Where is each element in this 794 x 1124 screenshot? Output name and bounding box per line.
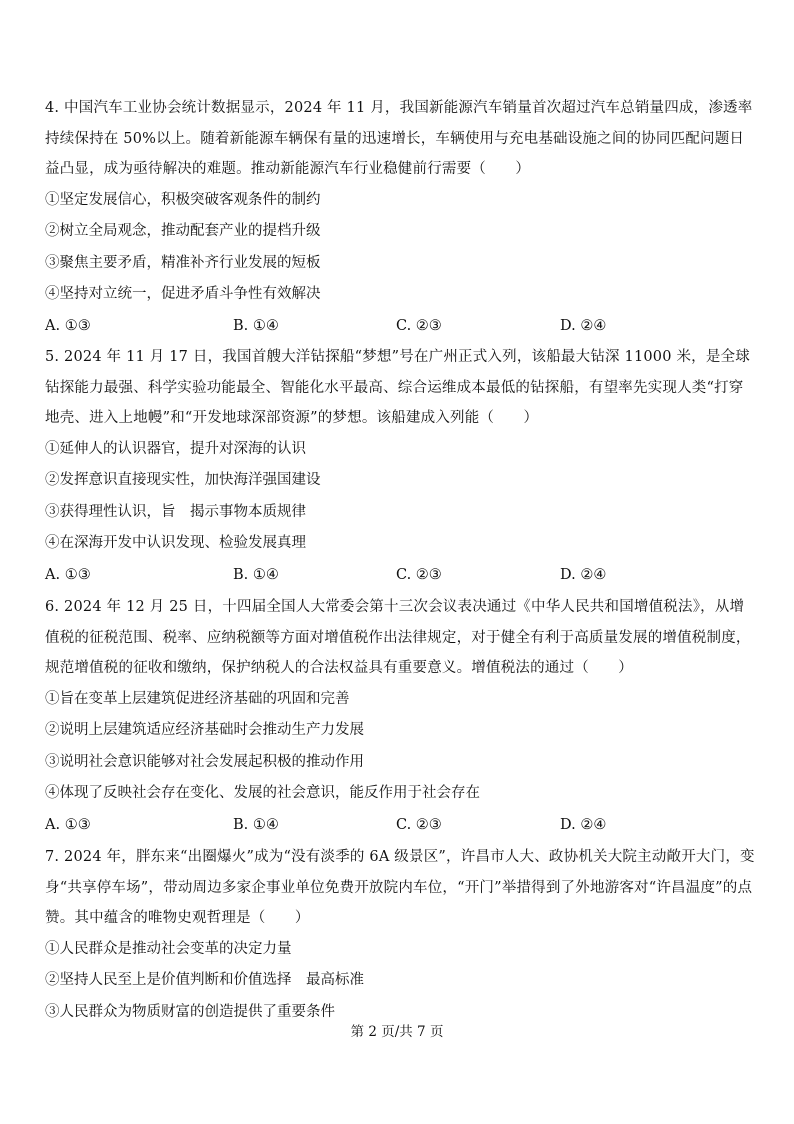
- choice-b: B. ①④: [233, 566, 279, 583]
- option-1: ①坚定发展信心，积极突破客观条件的制约: [45, 191, 321, 208]
- question-4: [45, 93, 757, 342]
- question-7: [45, 842, 757, 1028]
- choice-c: C. ②③: [396, 566, 442, 583]
- option-1: ①人民群众是推动社会变革的决定力量: [45, 940, 292, 957]
- option-1: ①延伸人的认识器官，提升对深海的认识: [45, 440, 306, 457]
- choice-b: B. ①④: [233, 816, 279, 833]
- question-5: [45, 342, 757, 591]
- question-stem: 4. 中国汽车工业协会统计数据显示，2024 年 11 月，我国新能源汽车销量首次超过汽车总销量四成，渗透率持续保持在 50%以上。随着新能源车辆保有量的迅速增长，车辆使用与充电基础设施之间的协同匹配问题日益凸显，成为亟待解决的难题。推动新能源汽车行业稳健前行需要（ ）: [45, 100, 753, 177]
- option-2: ②发挥意识直接现实性，加快海洋强国建设: [45, 472, 321, 488]
- option-3: ③人民群众为物质财富的创造提供了重要条件: [45, 1003, 335, 1020]
- question-stem: 6. 2024 年 12 月 25 日，十四届全国人大常委会第十三次会议表决通过《中华人民共和国增值税法》，从增值税的征税范围、税率、应纳税额等方面对增值税作出法律规定，对于健全有利于高质量发展的增值税制度，规范增值税的征收和缴纳，保护纳税人的合法权益具有重要意义。增值税法的通过（ ）: [45, 599, 751, 676]
- choice-d: D. ②④: [560, 317, 607, 334]
- question-6: [45, 592, 757, 841]
- choice-a: A. ①③: [45, 566, 91, 583]
- option-1: ①旨在变革上层建筑促进经济基础的巩固和完善: [45, 690, 350, 707]
- choice-d: D. ②④: [560, 566, 607, 583]
- choice-b: B. ①④: [233, 317, 279, 334]
- option-3: ③获得理性认识，旨 揭示事物本质规律: [45, 503, 306, 520]
- answer-choices: [45, 560, 757, 591]
- option-4: ④坚持对立统一，促进矛盾斗争性有效解决: [45, 286, 321, 302]
- question-stem: 7. 2024 年，胖东来“出圈爆火”成为“没有淡季的 6A 级景区”，许昌市人大、政协机关大院主动敞开大门，变身“共享停车场”，带动周边多家企事业单位免费开放院内车位，“开门”举措得到了外地游客对“许昌温度”的点赞。其中蕴含的唯物史观哲理是（ ）: [45, 849, 755, 926]
- choice-c: C. ②③: [396, 816, 442, 833]
- answer-choices: [45, 311, 757, 342]
- choice-a: A. ①③: [45, 317, 91, 334]
- choice-c: C. ②③: [396, 317, 442, 334]
- choice-a: A. ①③: [45, 816, 91, 833]
- page-footer: 第 2 页/共 7 页: [350, 1024, 444, 1040]
- option-2: ②说明上层建筑适应经济基础时会推动生产力发展: [45, 722, 364, 738]
- question-stem: 5. 2024 年 11 月 17 日，我国首艘大洋钻探船“梦想”号在广州正式入列，该船最大钻深 11000 米，是全球钻探能力最强、科学实验功能最全、智能化水平最高、综合运维成本最低的钻探船，有望率先实现人类“打穿地壳、进入上地幔”和“开发地球深部资源”的梦想。该船建成入列能（ ）: [45, 349, 750, 426]
- option-2: ②树立全局观念，推动配套产业的提档升级: [45, 223, 321, 239]
- option-4: ④在深海开发中认识发现、检验发展真理: [45, 535, 306, 551]
- answer-choices: [45, 810, 757, 841]
- option-3: ③说明社会意识能够对社会发展起积极的推动作用: [45, 753, 364, 770]
- option-3: ③聚焦主要矛盾，精准补齐行业发展的短板: [45, 254, 321, 271]
- option-2: ②坚持人民至上是价值判断和价值选择 最高标准: [45, 972, 364, 988]
- option-4: ④体现了反映社会存在变化、发展的社会意识，能反作用于社会存在: [45, 785, 480, 801]
- choice-d: D. ②④: [560, 816, 607, 833]
